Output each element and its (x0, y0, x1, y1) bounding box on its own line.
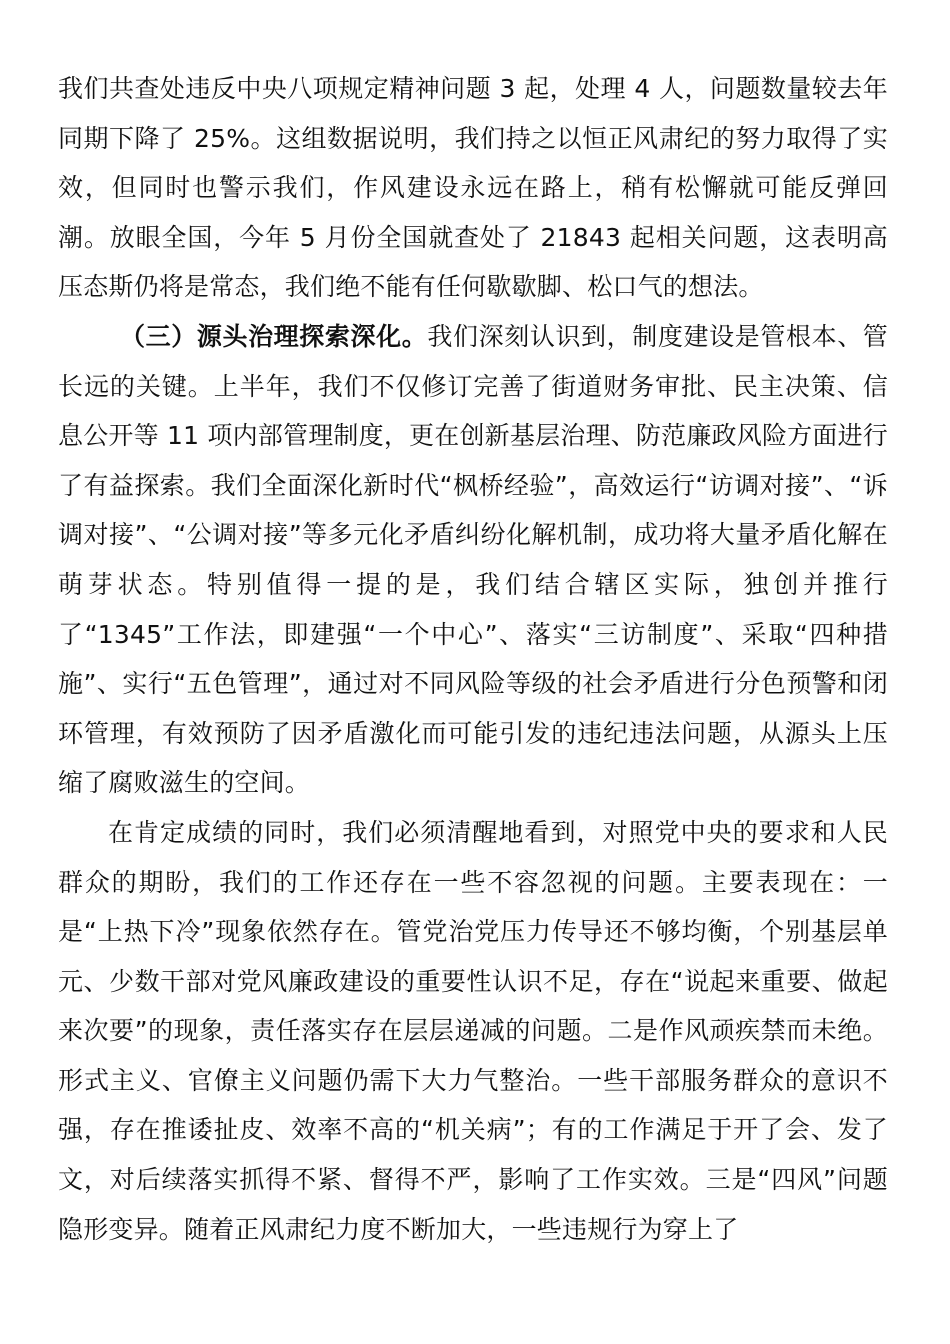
paragraph-text: 我们共查处违反中央八项规定精神问题 3 起，处理 4 人，问题数量较去年同期下降了 25%。这组数据说明，我们持之以恒正风肃纪的努力取得了实效，但同时也警示我们，作风建设永远在路上，稍有松懈就可能反弹回潮。放眼全国，今年 5 月份全国就查处了 21843 起相关问题，这表明高压态斯仍将是常态，我们绝不能有任何歇歇脚、松口气的想法。 (58, 74, 888, 302)
paragraph-text: 我们深刻认识到，制度建设是管根本、管长远的关键。上半年，我们不仅修订完善了街道财务审批、民主决策、信息公开等 11 项内部管理制度，更在创新基层治理、防范廉政风险方面进行了有益探索。我们全面深化新时代“枫桥经验”，高效运行“访调对接”、“诉调对接”、“公调对接”等多元化矛盾纠纷化解机制，成功将大量矛盾化解在萌芽状态。特别值得一提的是，我们结合辖区实际，独创并推行了“1345”工作法，即建强“一个中心”、落实“三访制度”、采取“四种措施”、实行“五色管理”，通过对不同风险等级的社会矛盾进行分色预警和闭环管理，有效预防了因矛盾激化而可能引发的违纪违法问题，从源头上压缩了腐败滋生的空间。 (58, 321, 889, 798)
paragraph-problems (58, 808, 888, 1254)
section-heading: （三）源头治理探索深化。 (120, 321, 428, 351)
paragraph-text: 在肯定成绩的同时，我们必须清醒地看到，对照党中央的要求和人民群众的期盼，我们的工作还存在一些不容忽视的问题。主要表现在：一是“上热下冷”现象依然存在。管党治党压力传导还不够均衡，个别基层单元、少数干部对党风廉政建设的重要性认识不足，存在“说起来重要、做起来次要”的现象，责任落实存在层层递减的问题。二是作风顽疾禁而未绝。形式主义、官僚主义问题仍需下大力气整治。一些干部服务群众的意识不强，存在推诿扯皮、效率不高的“机关病”；有的工作满足于开了会、发了文，对后续落实抓得不紧、督得不严，影响了工作实效。三是“四风”问题隐形变异。随着正风肃纪力度不断加大，一些违规行为穿上了 (58, 817, 888, 1244)
document-body (58, 64, 888, 1254)
paragraph-source-governance (58, 312, 888, 808)
paragraph-inspection-results (58, 64, 888, 312)
